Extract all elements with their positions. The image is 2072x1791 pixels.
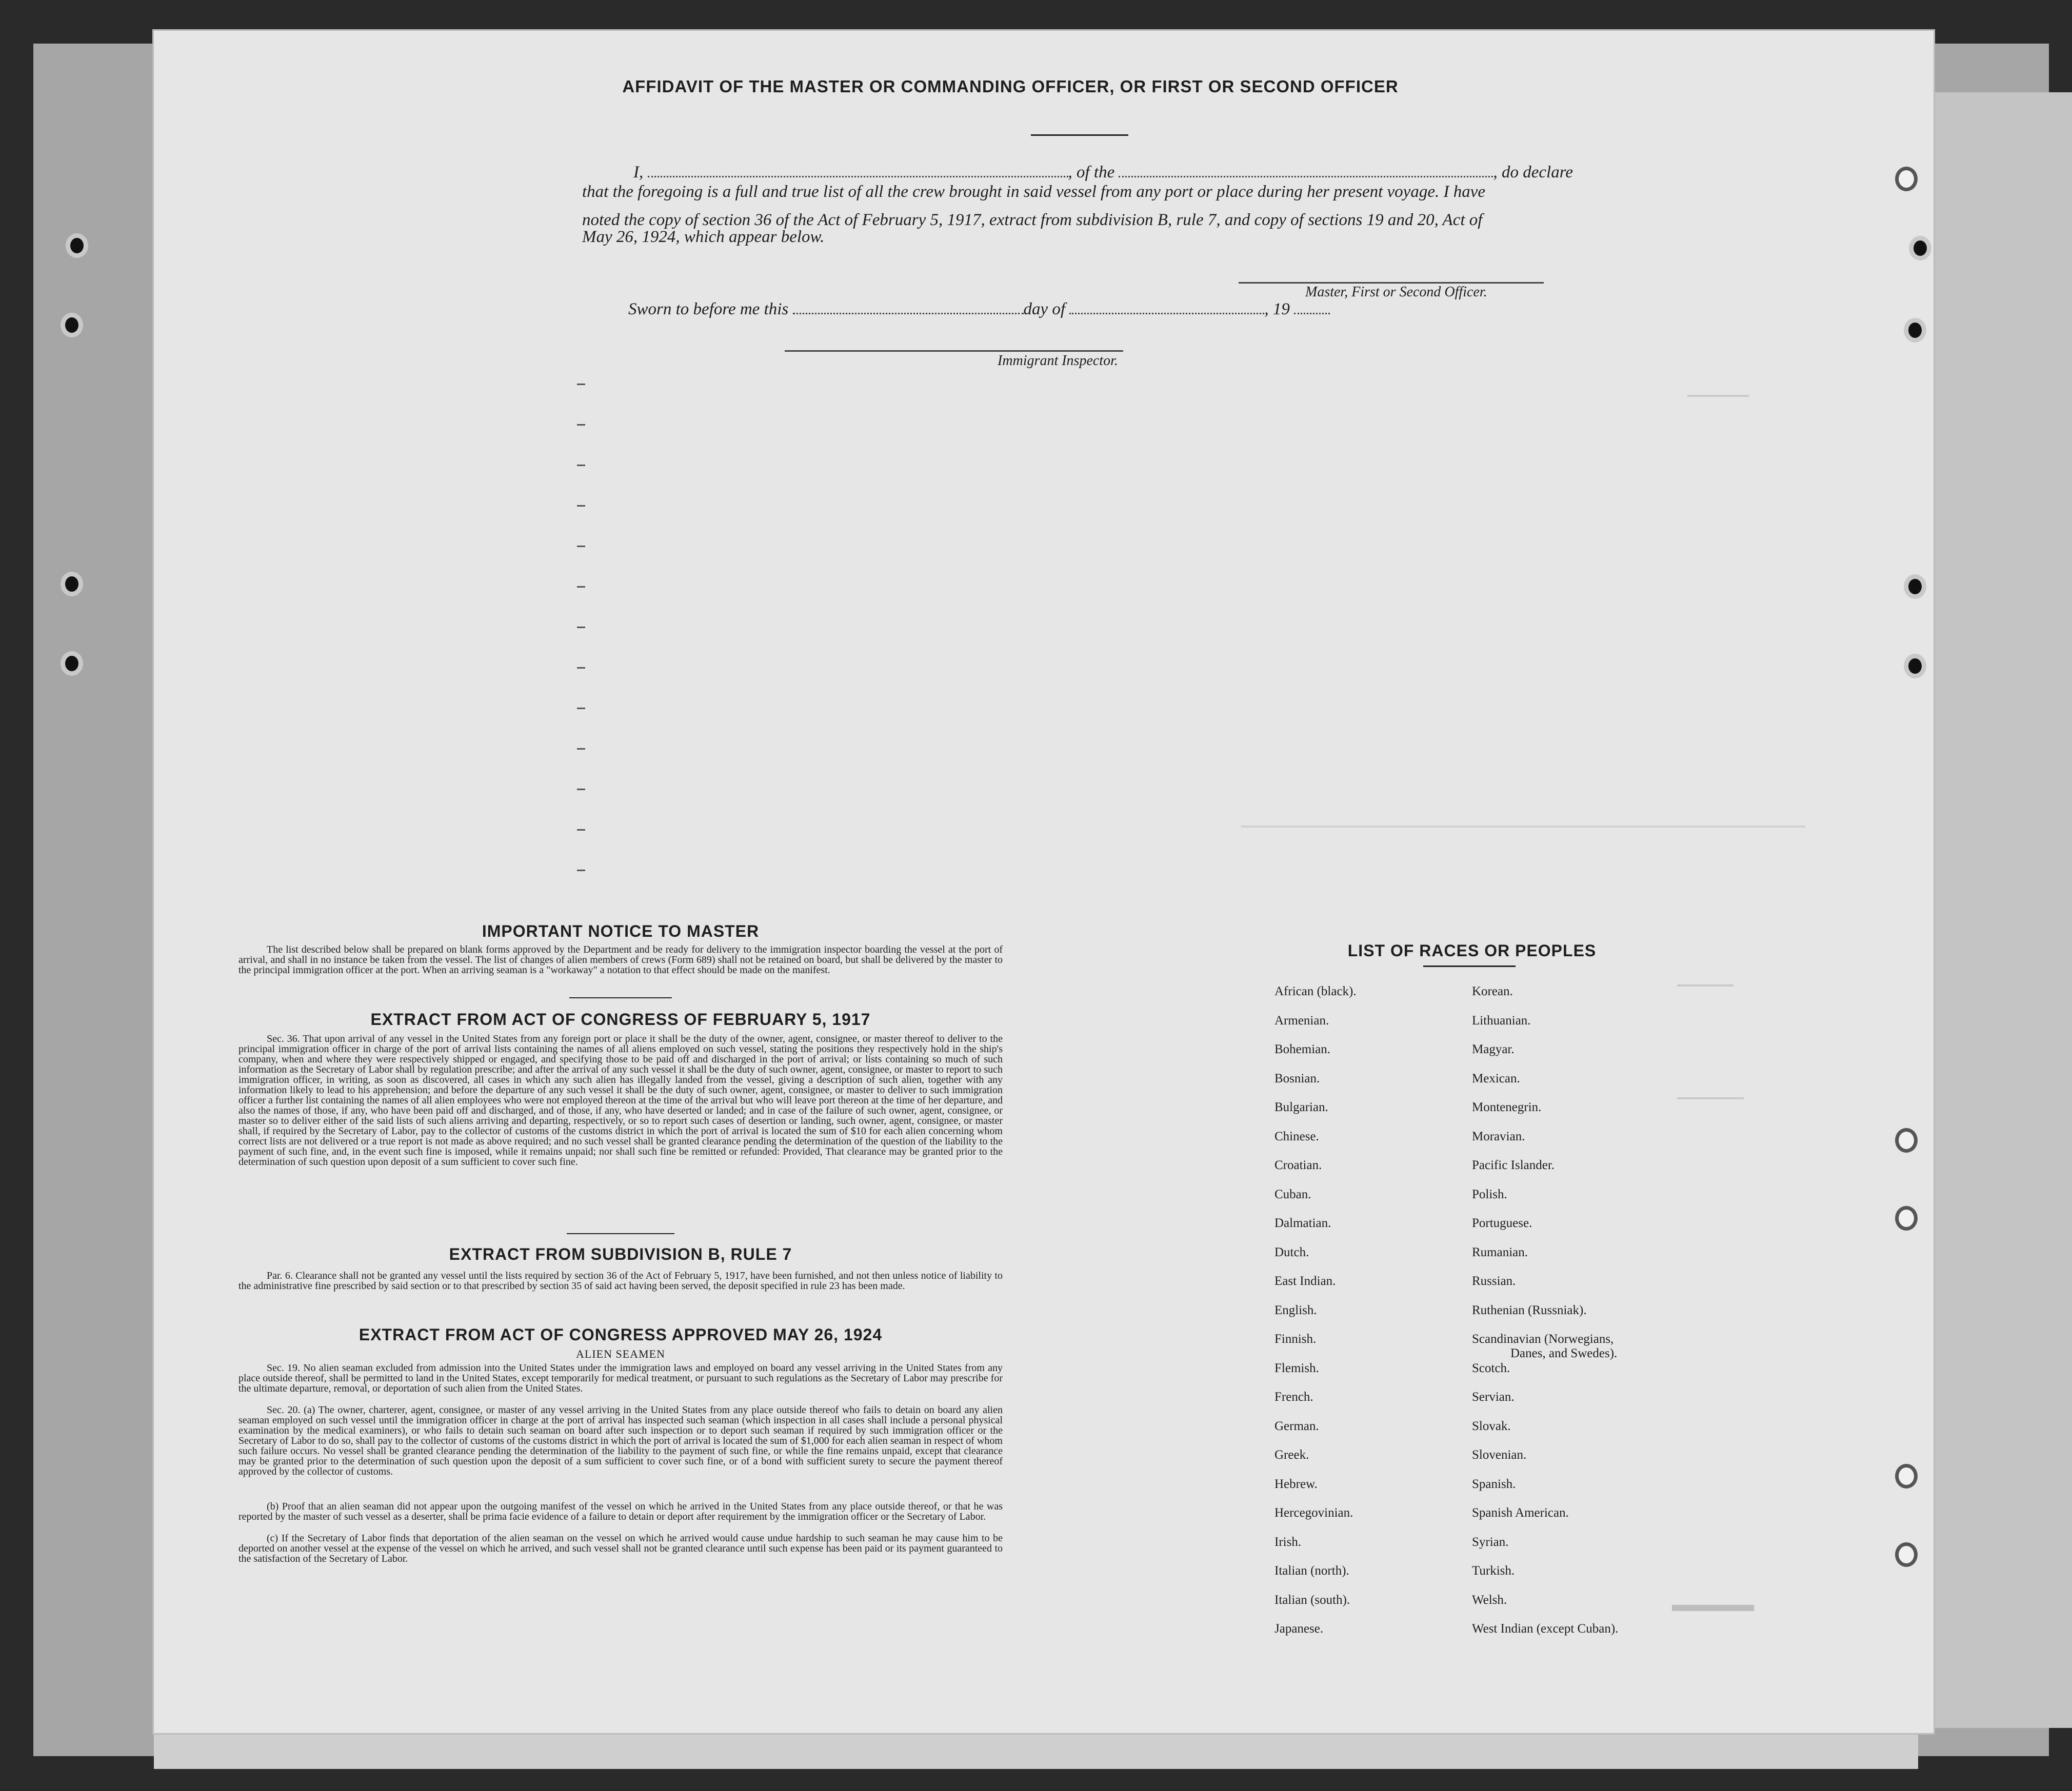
section-rule — [569, 997, 672, 998]
race-item: Bosnian. — [1274, 1071, 1320, 1085]
race-item: Scandinavian (Norwegians, — [1472, 1332, 1614, 1346]
affidavit-line-3: noted the copy of section 36 of the Act of February 5, 1917, extract from subdivision B, rule 7, and copy of sections 19 and 20, Act of — [582, 211, 1483, 229]
dash-mark — [577, 586, 585, 588]
race-item: Armenian. — [1274, 1013, 1329, 1028]
race-item: Portuguese. — [1472, 1216, 1532, 1230]
sec20b-text: (b) Proof that an alien seaman did not appear upon the outgoing manifest of the vessel on which he arrived in the United States from any place outside thereof, or that he was reported by the master of such vessel as a deserter, shall be prima facie evidence of a failure to detain or deport after requirement by the immigration officer or the Secretary of Labor. — [238, 1501, 1003, 1522]
race-item: Spanish American. — [1472, 1506, 1569, 1520]
dash-mark — [577, 748, 585, 750]
extract-1924-heading: EXTRACT FROM ACT OF CONGRESS APPROVED MAY 26, 1924 — [358, 1325, 883, 1344]
dash-mark — [577, 424, 585, 426]
inspector-signature-line[interactable] — [785, 350, 1123, 352]
dash-mark — [577, 870, 585, 871]
race-item: Rumanian. — [1472, 1245, 1528, 1259]
rule7-text: Par. 6. Clearance shall not be granted any vessel until the lists required by section 36 of the Act of February 5, 1917, have been furnished, and not then unless notice of liability to the administrative fine prescribed by said section or to that prescribed by section 35 of said act having been served, the deposit specified in rule 23 has been made. — [238, 1270, 1003, 1292]
sworn-month-field[interactable] — [1069, 303, 1264, 314]
sec20a-text: Sec. 20. (a) The owner, charterer, agent, consignee, or master of any vessel arriving in the United States from any place outside thereof who fails to detain on board any alien seaman employed on such vessel until the immigration officer in charge at the port of arrival has inspected such seaman (which inspection in all cases shall include a personal physical examination by the medical examiners), or who fails to detain such seaman on board after such inspection or to deport such seaman if required by such immigration officer or the Secretary of Labor to do so, shall pay to the collector of customs of the customs district in which the port of arrival is located the sum of $1,000 for each alien seaman in respect of whom such failure occurs. No vessel shall be granted clearance pending the determination of the liability to the payment of such fine, or while the fine remains unpaid, except that clearance may be granted prior to the determination of such question upon the deposit of a sum sufficient to cover such fine, or of a bond with sufficient surety to secure the payment thereof approved by the collector of customs. — [238, 1404, 1003, 1477]
race-item: Polish. — [1472, 1187, 1507, 1201]
rule7-heading: EXTRACT FROM SUBDIVISION B, RULE 7 — [449, 1245, 792, 1263]
dash-mark — [577, 829, 585, 831]
race-item-continuation: Danes, and Swedes). — [1510, 1346, 1618, 1360]
binder-hole — [1895, 1542, 1918, 1567]
binder-hole — [66, 233, 88, 258]
race-item: Japanese. — [1274, 1622, 1324, 1636]
race-item: Greek. — [1274, 1448, 1309, 1462]
race-item: Servian. — [1472, 1390, 1515, 1404]
notice-text: The list described below shall be prepared on blank forms approved by the Department and be ready for delivery to the immigration inspector boarding the vessel at the port of arrival, and shall in no instance be taken from the vessel. The list of changes of alien members of crews (Form 689) shall not be retained on board, but shall be delivered by the master to the principal immigration officer at the port. When an arriving seaman is a "workaway" a notation to that effect should be made on the manifest. — [238, 944, 1003, 976]
race-item: Hercegovinian. — [1274, 1506, 1353, 1520]
sworn-line — [628, 300, 1330, 319]
title-rule — [1031, 134, 1128, 136]
binder-hole — [61, 313, 83, 337]
race-item: Spanish. — [1472, 1477, 1516, 1491]
race-item: West Indian (except Cuban). — [1472, 1622, 1619, 1636]
declarant-prefix: I, — [633, 163, 644, 182]
dash-mark — [577, 505, 585, 507]
race-item: Pacific Islander. — [1472, 1158, 1555, 1172]
binder-hole — [1909, 236, 1931, 260]
declarant-name-field[interactable] — [648, 166, 1068, 177]
binder-hole — [61, 572, 83, 596]
race-item: Dalmatian. — [1274, 1216, 1331, 1230]
binder-hole — [1895, 167, 1918, 191]
race-item: Italian (south). — [1274, 1593, 1350, 1607]
sworn-prefix: Sworn to before me this — [628, 300, 789, 318]
dash-mark — [577, 667, 585, 669]
races-rule — [1423, 965, 1516, 967]
race-item: East Indian. — [1274, 1274, 1336, 1288]
section-rule — [567, 1233, 674, 1234]
race-item: Ruthenian (Russniak). — [1472, 1303, 1587, 1317]
binder-hole — [1904, 654, 1926, 678]
race-item: Bohemian. — [1274, 1042, 1331, 1056]
master-signature-line[interactable] — [1239, 282, 1544, 284]
dash-mark — [577, 627, 585, 628]
notice-heading: IMPORTANT NOTICE TO MASTER — [482, 922, 760, 940]
race-item: Dutch. — [1274, 1245, 1309, 1259]
race-item: Chinese. — [1274, 1129, 1319, 1143]
race-item: Moravian. — [1472, 1129, 1525, 1143]
sworn-day-field[interactable] — [793, 303, 1024, 314]
race-item: African (black). — [1274, 984, 1357, 998]
affidavit-line-2: that the foregoing is a full and true list of all the crew brought in said vessel from any port or place during her present voyage. I have — [582, 183, 1486, 201]
race-item: Magyar. — [1472, 1042, 1515, 1056]
affidavit-line-1 — [633, 163, 1573, 182]
race-item: Russian. — [1472, 1274, 1516, 1288]
affidavit-title: AFFIDAVIT OF THE MASTER OR COMMANDING OFFICER, OR FIRST OR SECOND OFFICER — [622, 77, 1399, 96]
sec19-text: Sec. 19. No alien seaman excluded from admission into the United States under the immigration laws and employed on board any vessel arriving in the United States from any place outside thereof, shall be permitted to land in the United States, except temporarily for medical treatment, or pursuant to such regulations as the Secretary of Labor may prescribe for the ultimate departure, removal, or deportation of such alien from the United States. — [238, 1362, 1003, 1394]
race-item: Bulgarian. — [1274, 1100, 1328, 1114]
declare-suffix: , do declare — [1493, 163, 1573, 182]
race-item: Finnish. — [1274, 1332, 1317, 1346]
binder-hole — [61, 651, 83, 676]
binder-hole — [1895, 1206, 1918, 1231]
binder-hole — [1895, 1128, 1918, 1153]
race-item: Syrian. — [1472, 1535, 1509, 1549]
race-item: Irish. — [1274, 1535, 1302, 1549]
race-item: French. — [1274, 1390, 1313, 1404]
race-item: Welsh. — [1472, 1593, 1507, 1607]
bleed-through-mark — [1672, 1605, 1754, 1611]
race-item: Croatian. — [1274, 1158, 1322, 1172]
race-item: Cuban. — [1274, 1187, 1311, 1201]
bleed-through-mark — [1677, 984, 1734, 987]
race-item: Lithuanian. — [1472, 1013, 1531, 1028]
bleed-through-mark — [1687, 395, 1749, 397]
dash-mark — [577, 465, 585, 466]
race-item: Hebrew. — [1274, 1477, 1318, 1491]
sworn-year-field[interactable] — [1294, 303, 1330, 314]
race-item: Montenegrin. — [1472, 1100, 1542, 1114]
binder-hole — [1904, 574, 1926, 599]
extract-1917-heading: EXTRACT FROM ACT OF CONGRESS OF FEBRUARY 5, 1917 — [370, 1010, 871, 1029]
dash-mark — [577, 708, 585, 709]
bleed-through-mark — [1677, 1097, 1744, 1099]
extract-1917-text: Sec. 36. That upon arrival of any vessel in the United States from any foreign port or place it shall be the duty of the owner, agent, consignee, or master thereof to deliver to the principal immigration officer in charge of the port of arrival lists containing the names of all aliens employed on such vessel, stating the positions they respectively hold in the ship's company, when and where they were respectively shipped or engaged, and specifying those to be paid off and discharged in the port of arrival; or lists containing so much of such information as the Secretary of Labor shall by regulation prescribe; and after the arrival of any such vessel it shall be the duty of such owner, agent, consignee, or master to report to such immigration officer, in writing, as soon as discovered, all cases in which any such alien has illegally landed from the vessel, giving a description of such alien, together with any information likely to lead to his apprehension; and before the departure of any such vessel it shall be the duty of such owner, agent, consignee, or master to deliver to such immigration officer a further list containing the names of all alien employees who were not employed thereon at the time of the arrival but who will leave port thereon at the time of her departure, and also the names of those, if any, who have been paid off and discharged, and of those, if any, who have deserted or landed; and in case of the failure of such owner, agent, consignee, or master so to deliver either of the said lists of such aliens arriving and departing, respectively, or so to report such cases of desertion or landing, such owner, agent, consignee, or master shall, if required by the Secretary of Labor, pay to the collector of customs of the customs district in which the port of arrival is located the sum of $10 for each alien concerning whom correct lists are not delivered or a true report is not made as above required; and no such vessel shall be granted clearance pending the determination of the question of the liability to the payment of such fine, and, in the event such fine is imposed, while it remains unpaid; nor shall such fine be remitted or refunded: Provided, That clearance may be granted prior to the determination of such question upon deposit of a sum sufficient to cover such fine. — [238, 1033, 1003, 1168]
dash-mark — [577, 789, 585, 790]
affidavit-line-4: May 26, 1924, which appear below. — [582, 228, 825, 246]
master-signature-label: Master, First or Second Officer. — [1305, 284, 1487, 300]
binder-hole — [1895, 1464, 1918, 1488]
dash-mark — [577, 384, 585, 385]
vessel-name-field[interactable] — [1119, 166, 1493, 177]
race-item: Korean. — [1472, 984, 1513, 998]
bleed-through-mark — [1241, 826, 1805, 828]
document-sheet — [154, 31, 1934, 1733]
binder-hole — [1904, 318, 1926, 343]
race-item: Scotch. — [1472, 1361, 1510, 1375]
alien-seamen-subheading: ALIEN SEAMEN — [576, 1347, 665, 1360]
vessel-prefix: , of the — [1068, 163, 1115, 182]
day-of-label: day of — [1023, 300, 1066, 318]
race-item: Slovenian. — [1472, 1448, 1527, 1462]
race-item: Turkish. — [1472, 1564, 1515, 1578]
race-item: Mexican. — [1472, 1071, 1520, 1085]
race-item: Flemish. — [1274, 1361, 1319, 1375]
year-prefix: , 19 — [1264, 300, 1290, 318]
inspector-signature-label: Immigrant Inspector. — [998, 353, 1118, 369]
dash-mark — [577, 546, 585, 547]
races-heading: LIST OF RACES OR PEOPLES — [1347, 941, 1597, 960]
race-item: Italian (north). — [1274, 1564, 1349, 1578]
race-item: German. — [1274, 1419, 1319, 1433]
sec20c-text: (c) If the Secretary of Labor finds that deportation of the alien seaman on the vessel on which he arrived would cause undue hardship to such seaman he may cause him to be deported on another vessel at the expense of the vessel on which he arrived, and such vessel shall not be granted clearance until such expense has been paid or its payment guaranteed to the satisfaction of the Secretary of Labor. — [238, 1533, 1003, 1564]
race-item: Slovak. — [1472, 1419, 1511, 1433]
race-item: English. — [1274, 1303, 1317, 1317]
